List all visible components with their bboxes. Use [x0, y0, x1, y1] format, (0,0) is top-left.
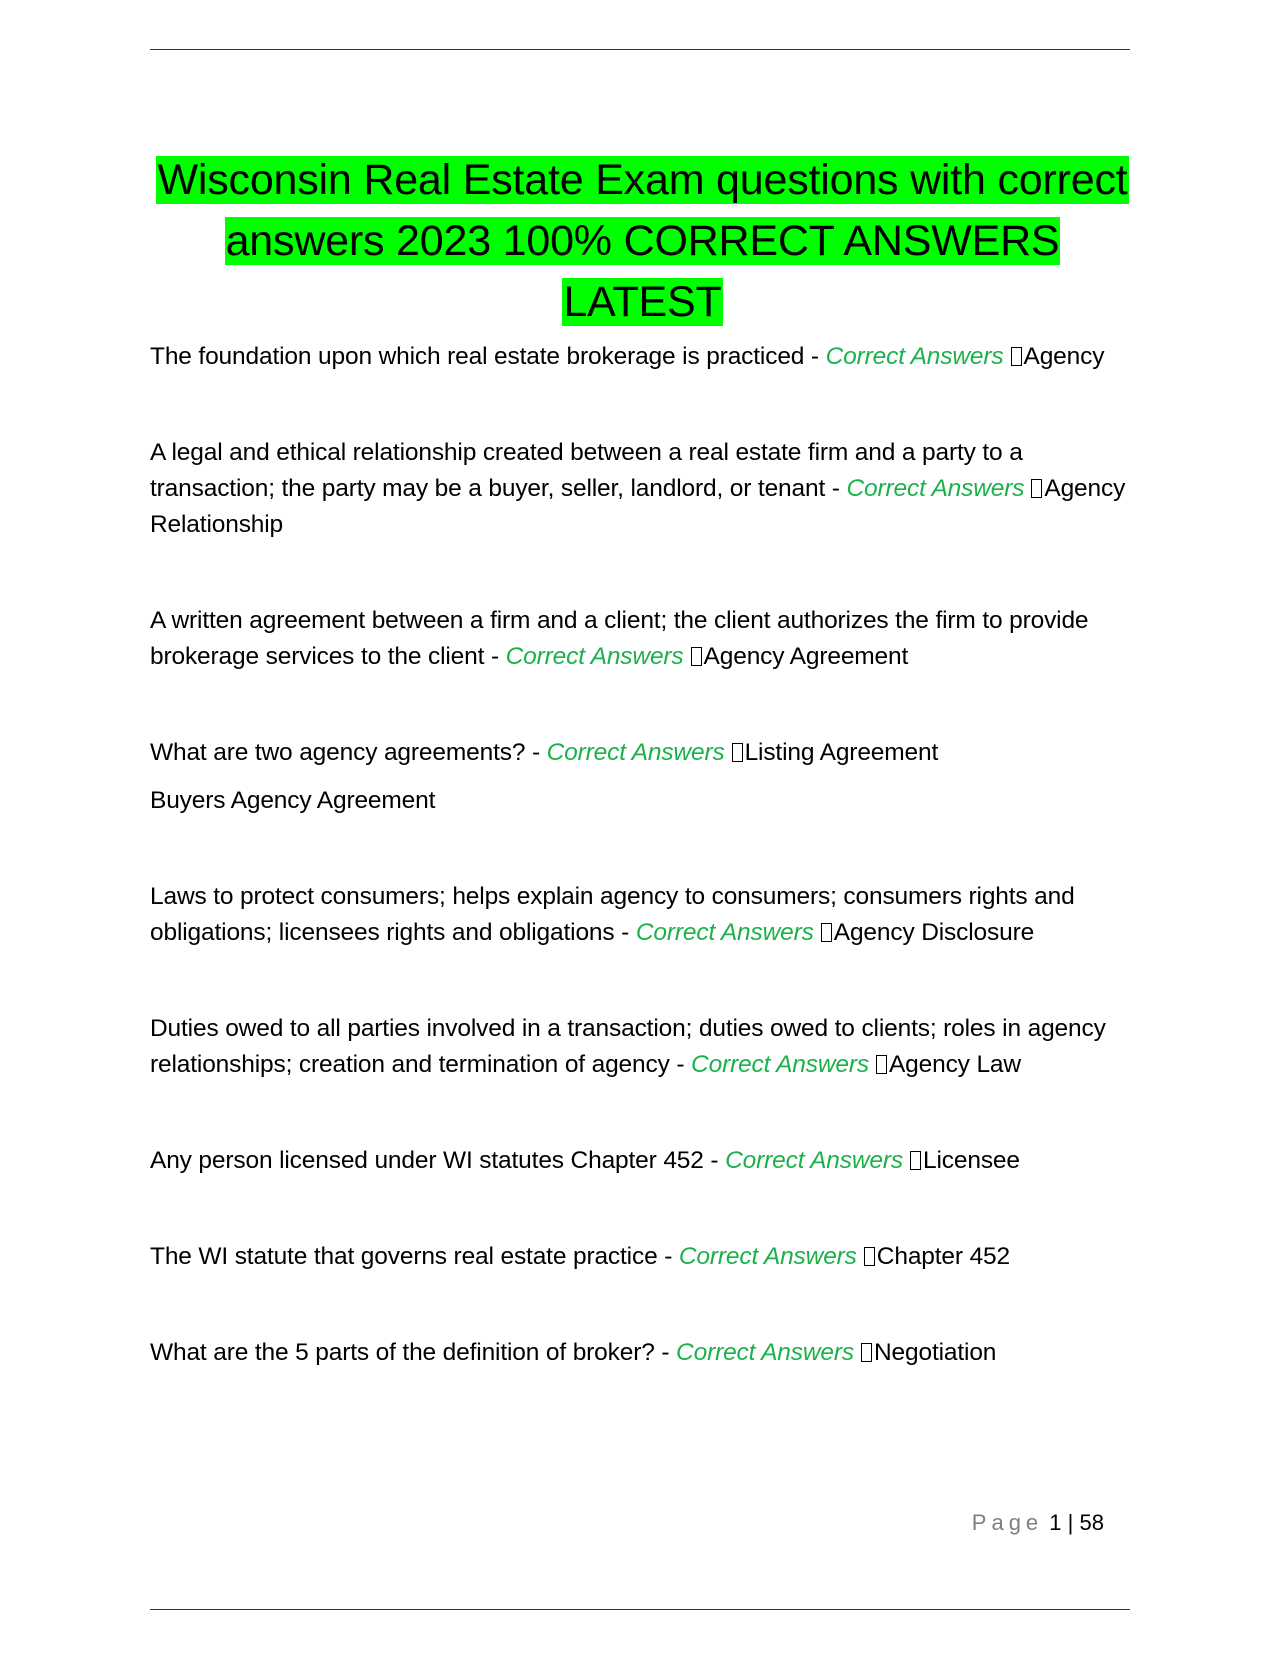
answer-tag: Correct Answers	[825, 343, 1004, 370]
answer-tag: Correct Answers	[635, 919, 814, 946]
checkbox-glyph-icon	[732, 743, 743, 762]
checkbox-glyph-icon	[864, 1247, 875, 1266]
answer-text: Listing Agreement	[744, 739, 939, 766]
checkbox-glyph-icon	[691, 647, 702, 666]
title-highlight: Wisconsin Real Estate Exam questions with correct answers 2023 100% CORRECT ANSWERS LATEST	[157, 156, 1128, 326]
answer-text: Licensee	[923, 1147, 1020, 1174]
total-pages: 58	[1079, 1510, 1104, 1535]
qa-item	[150, 879, 1135, 951]
qa-item	[150, 1335, 1135, 1371]
answer-tag: Correct Answers	[691, 1051, 869, 1078]
answer-tag: Correct Answers	[546, 739, 725, 766]
header-rule	[150, 49, 1130, 50]
question-text: The WI statute that governs real estate practice -	[150, 1243, 679, 1270]
checkbox-glyph-icon	[861, 1343, 872, 1362]
question-text: The foundation upon which real estate brokerage is practiced -	[150, 343, 826, 370]
answer-text: Agency	[1023, 343, 1105, 370]
answer-tag: Correct Answers	[505, 643, 684, 670]
page-separator: |	[1067, 1510, 1074, 1535]
checkbox-glyph-icon	[876, 1055, 887, 1074]
qa-item	[150, 435, 1135, 543]
answer-text: Chapter 452	[876, 1243, 1010, 1270]
document-title	[150, 150, 1135, 333]
answer-continued-text: Buyers Agency Agreement	[150, 787, 436, 814]
checkbox-glyph-icon	[910, 1151, 921, 1170]
document-body	[150, 150, 1135, 1371]
qa-item	[150, 603, 1135, 675]
answer-tag: Correct Answers	[678, 1243, 857, 1270]
checkbox-glyph-icon	[821, 923, 832, 942]
qa-item	[150, 339, 1135, 375]
answer-tag: Correct Answers	[676, 1339, 854, 1366]
checkbox-glyph-icon	[1011, 347, 1022, 366]
answer-text: Agency Law	[888, 1051, 1021, 1078]
answer-text: Agency Relationship	[150, 475, 1126, 538]
page-number-footer	[972, 1510, 1104, 1536]
checkbox-glyph-icon	[1031, 479, 1042, 498]
answer-text: Agency Disclosure	[833, 919, 1035, 946]
qa-item	[150, 1239, 1135, 1275]
qa-item	[150, 1143, 1135, 1179]
answer-tag: Correct Answers	[846, 475, 1025, 502]
question-text: A written agreement between a firm and a client; the client authorizes the firm to provide brokerage services to the client -	[150, 607, 1089, 670]
question-text: Duties owed to all parties involved in a transaction; duties owed to clients; roles in agency relationships; creation and termination of agency -	[150, 1015, 1106, 1078]
page-label: Page	[971, 1510, 1044, 1535]
qa-item	[150, 1011, 1135, 1083]
question-text: Any person licensed under WI statutes Chapter 452 -	[150, 1147, 726, 1174]
question-text: What are two agency agreements? -	[150, 739, 547, 766]
question-text: Laws to protect consumers; helps explain agency to consumers; consumers rights and obligations; licensees rights and obligations -	[150, 883, 1075, 946]
answer-text: Negotiation	[873, 1339, 997, 1366]
qa-item	[150, 735, 1135, 819]
footer-rule	[150, 1609, 1130, 1610]
answer-tag: Correct Answers	[725, 1147, 903, 1174]
question-text: What are the 5 parts of the definition of broker? -	[150, 1339, 677, 1366]
question-text: A legal and ethical relationship created between a real estate firm and a party to a transaction; the party may be a buyer, seller, landlord, or tenant -	[150, 439, 1023, 502]
answer-text: Agency Agreement	[703, 643, 909, 670]
page-number: 1	[1049, 1510, 1062, 1535]
